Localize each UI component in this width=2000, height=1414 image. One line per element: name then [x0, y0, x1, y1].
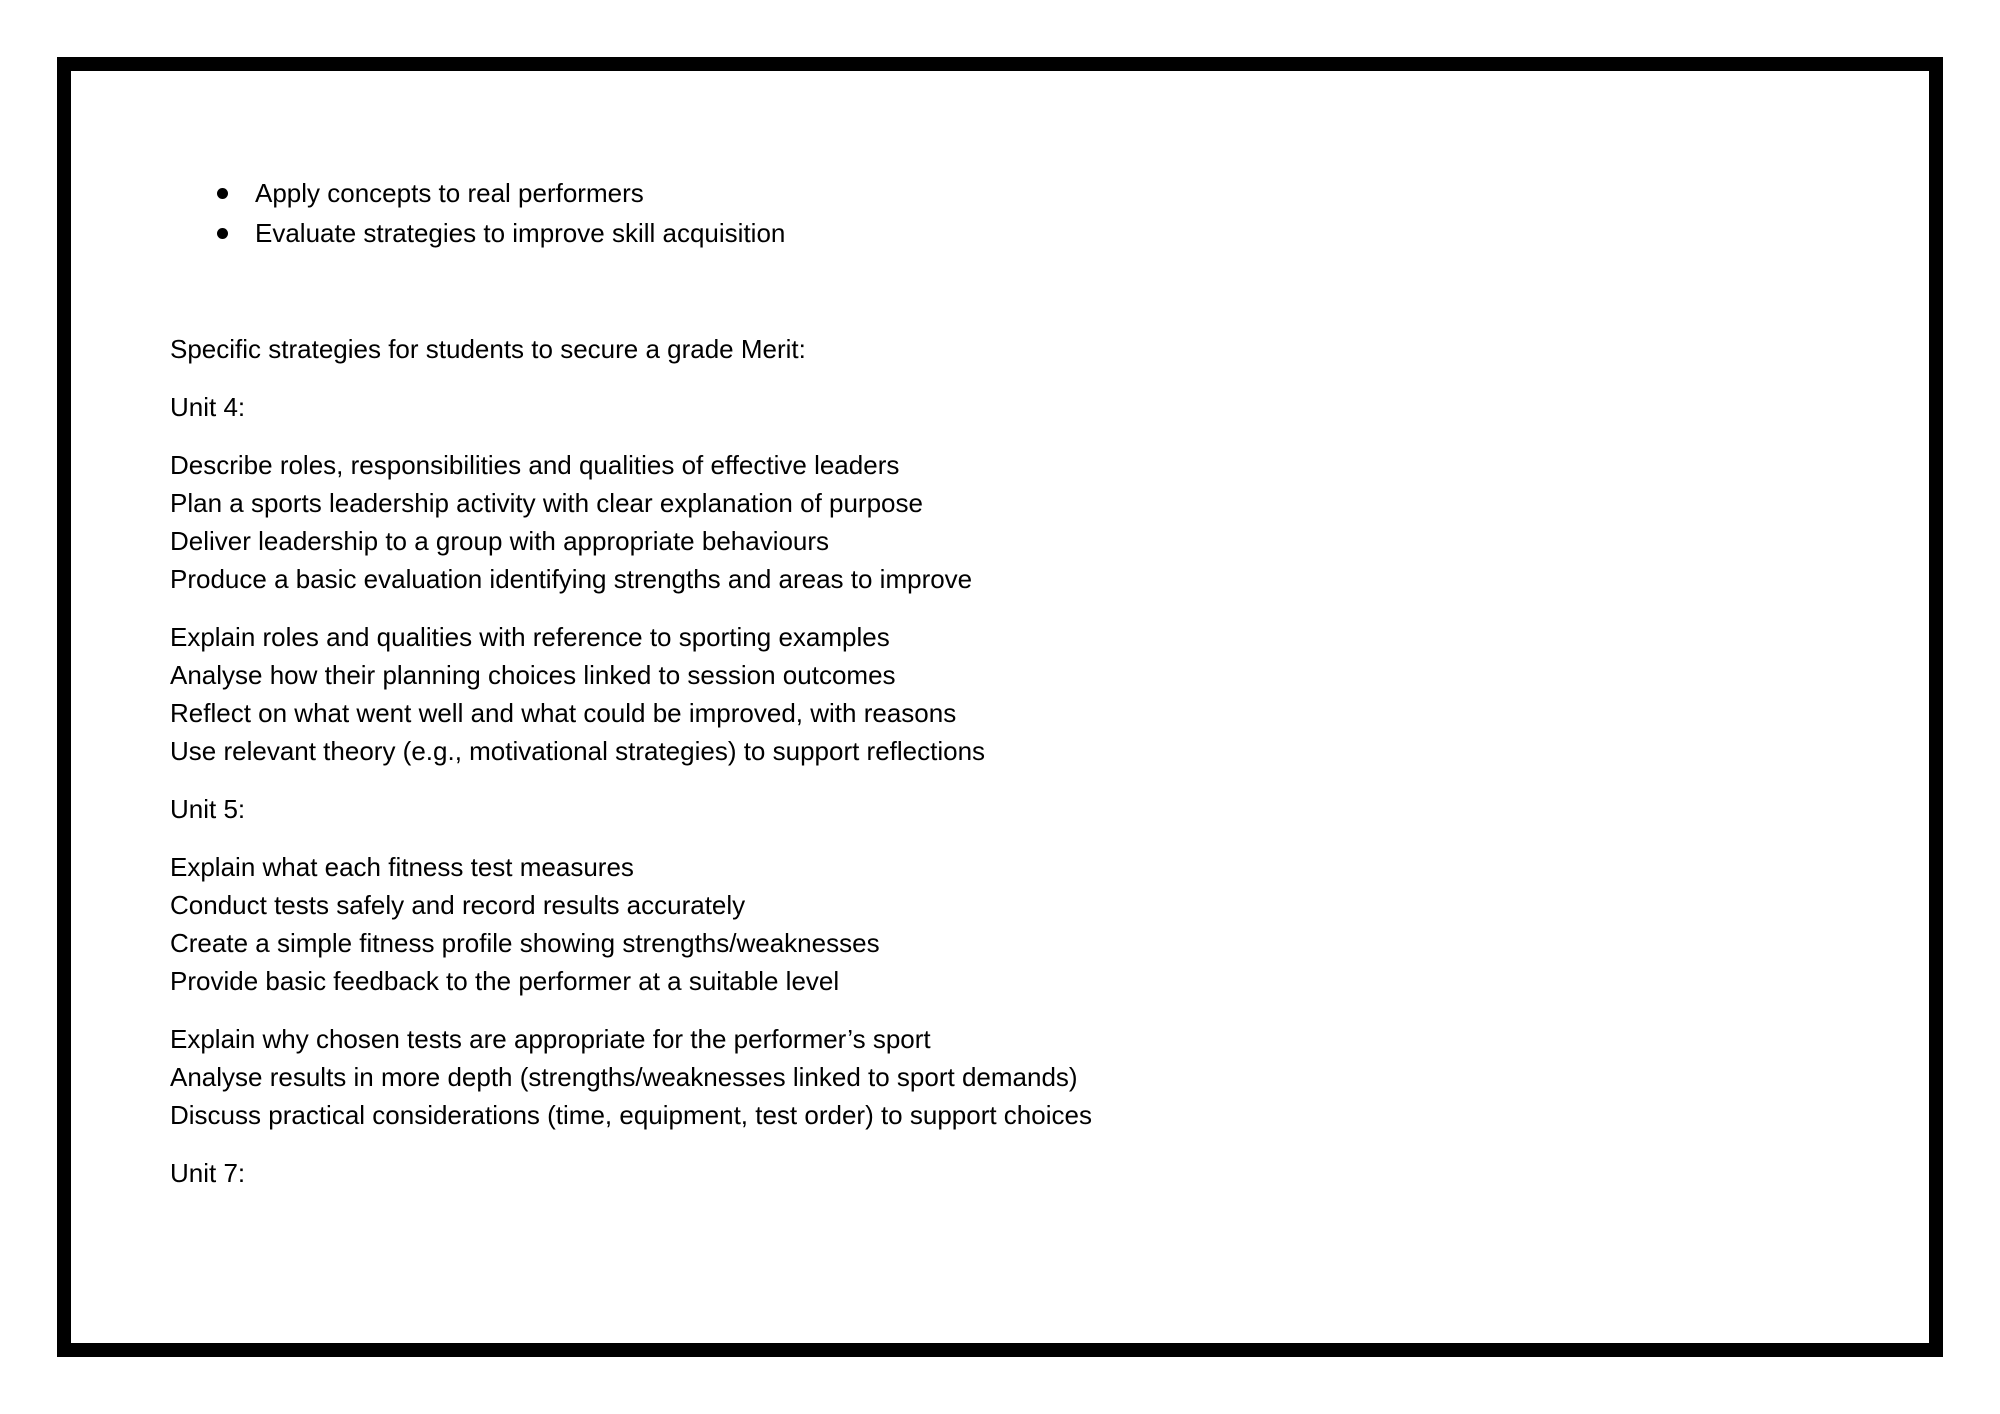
unit-5-paragraph-2: [170, 1020, 1889, 1134]
text-line: Discuss practical considerations (time, equipment, test order) to support choices: [170, 1100, 1092, 1130]
text-line: Describe roles, responsibilities and qualities of effective leaders: [170, 450, 900, 480]
text-line: Analyse results in more depth (strengths/weaknesses linked to sport demands): [170, 1062, 1078, 1092]
intro-line: Specific strategies for students to secure a grade Merit:: [170, 334, 806, 364]
unit-4-paragraph-1: [170, 446, 1889, 598]
text-line: Plan a sports leadership activity with clear explanation of purpose: [170, 488, 923, 518]
bullet-dot-icon: [217, 188, 228, 199]
page-border-frame: [57, 57, 1943, 1357]
unit-7-heading: Unit 7:: [170, 1158, 246, 1188]
unit-5-heading: Unit 5:: [170, 794, 246, 824]
text-line: Explain roles and qualities with reference to sporting examples: [170, 622, 890, 652]
text-line: Explain what each fitness test measures: [170, 852, 634, 882]
text-line: Create a simple fitness profile showing strengths/weaknesses: [170, 928, 880, 958]
text-line: Produce a basic evaluation identifying strengths and areas to improve: [170, 564, 973, 594]
text-line: Provide basic feedback to the performer at a suitable level: [170, 966, 840, 996]
unit-5-paragraph-1: [170, 848, 1889, 1000]
text-line: Analyse how their planning choices linked to session outcomes: [170, 660, 896, 690]
text-line: Deliver leadership to a group with appropriate behaviours: [170, 526, 830, 556]
unit-4-paragraph-2: [170, 618, 1889, 770]
text-line: Conduct tests safely and record results accurately: [170, 890, 746, 920]
bullet-list: [170, 173, 1889, 253]
text-line: Use relevant theory (e.g., motivational strategies) to support reflections: [170, 736, 986, 766]
text-line: Explain why chosen tests are appropriate for the performer’s sport: [170, 1024, 931, 1054]
bullet-dot-icon: [217, 228, 228, 239]
bullet-text: Apply concepts to real performers: [255, 178, 644, 208]
bullet-item: [170, 173, 1889, 213]
bullet-text: Evaluate strategies to improve skill acquisition: [255, 218, 786, 248]
unit-4-heading: Unit 4:: [170, 392, 246, 422]
document-content: [170, 173, 1889, 1212]
text-line: Reflect on what went well and what could be improved, with reasons: [170, 698, 957, 728]
bullet-item: [170, 213, 1889, 253]
